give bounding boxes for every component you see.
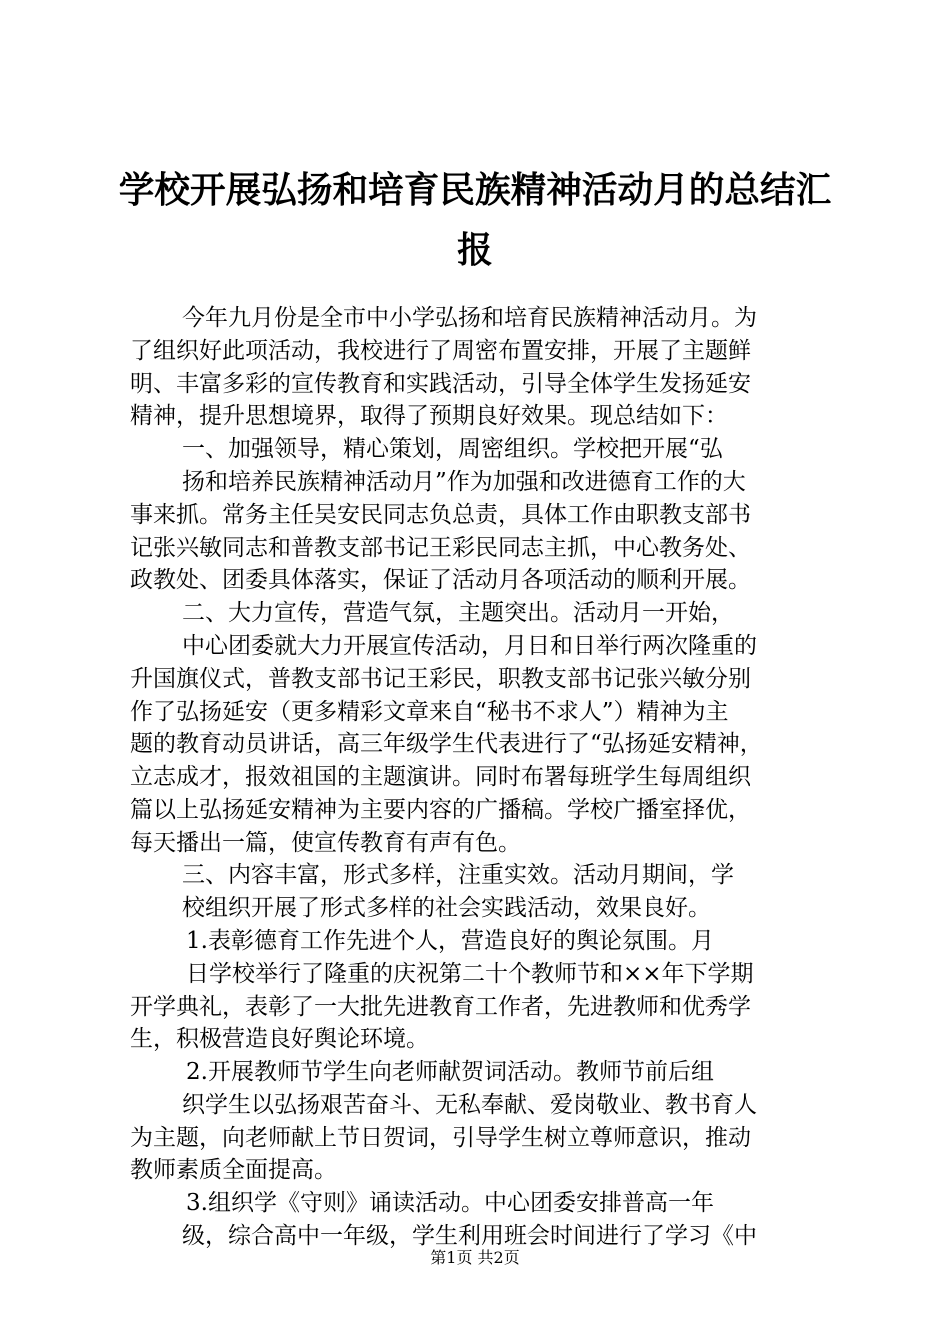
document-title-line-1: 学校开展弘扬和培育民族精神活动月的总结汇 [118,170,832,211]
body-line: 1.表彰德育工作先进个人，营造良好的舆论氛围。月 [186,928,714,954]
body-line: 篇以上弘扬延安精神为主要内容的广播稿。学校广播室择优， [130,797,751,823]
body-line: 立志成才，报效祖国的主题演讲。同时布署每班学生每周组织 [130,764,751,790]
body-line: 开学典礼，表彰了一大批先进教育工作者，先进教师和优秀学 [130,994,751,1020]
body-line: 三、内容丰富，形式多样，注重实效。活动月期间，学 [182,862,734,888]
body-line: 扬和培养民族精神活动月”作为加强和改进德育工作的大 [182,469,746,495]
body-line: 了组织好此项活动，我校进行了周密布置安排，开展了主题鲜 [130,338,751,364]
body-line: 精神，提升思想境界，取得了预期良好效果。现总结如下： [130,403,728,429]
body-line: 题的教育动员讲话，高三年级学生代表进行了“弘扬延安精神， [130,731,763,757]
body-line: 2.开展教师节学生向老师献贺词活动。教师节前后组 [186,1059,714,1085]
body-line: 今年九月份是全市中小学弘扬和培育民族精神活动月。为 [182,305,757,331]
body-line: 事来抓。常务主任吴安民同志负总责，具体工作由职教支部书 [130,502,751,528]
document-title-line-2: 报 [457,230,493,271]
body-line: 织学生以弘扬艰苦奋斗、无私奉献、爱岗敬业、教书育人 [182,1092,757,1118]
body-line: 二、大力宣传，营造气氛，主题突出。活动月一开始， [182,600,734,626]
body-line: 一、加强领导，精心策划，周密组织。学校把开展“弘 [182,436,723,462]
body-line: 级，综合高中一年级，学生利用班会时间进行了学习《中 [182,1223,757,1249]
page-number-footer: 第1页 共2页 [430,1248,520,1267]
body-line: 作了弘扬延安（更多精彩文章来自“秘书不求人”）精神为主 [130,699,729,725]
body-line: 中心团委就大力开展宣传活动，月日和日举行两次隆重的 [182,633,757,659]
body-line: 教师素质全面提高。 [130,1157,337,1183]
body-line: 明、丰富多彩的宣传教育和实践活动，引导全体学生发扬延安 [130,371,751,397]
body-line: 记张兴敏同志和普教支部书记王彩民同志主抓，中心教务处、 [130,535,751,561]
body-line: 升国旗仪式，普教支部书记王彩民，职教支部书记张兴敏分别 [130,666,751,692]
body-line: 日学校举行了隆重的庆祝第二十个教师节和××年下学期 [186,961,754,987]
body-line: 3.组织学《守则》诵读活动。中心团委安排普高一年 [186,1190,714,1216]
body-line: 生，积极营造良好舆论环境。 [130,1026,429,1052]
body-line: 政教处、团委具体落实，保证了活动月各项活动的顺利开展。 [130,567,751,593]
body-line: 为主题，向老师献上节日贺词，引导学生树立尊师意识，推动 [130,1125,751,1151]
body-line: 校组织开展了形式多样的社会实践活动，效果良好。 [182,895,711,921]
body-line: 每天播出一篇，使宣传教育有声有色。 [130,830,521,856]
